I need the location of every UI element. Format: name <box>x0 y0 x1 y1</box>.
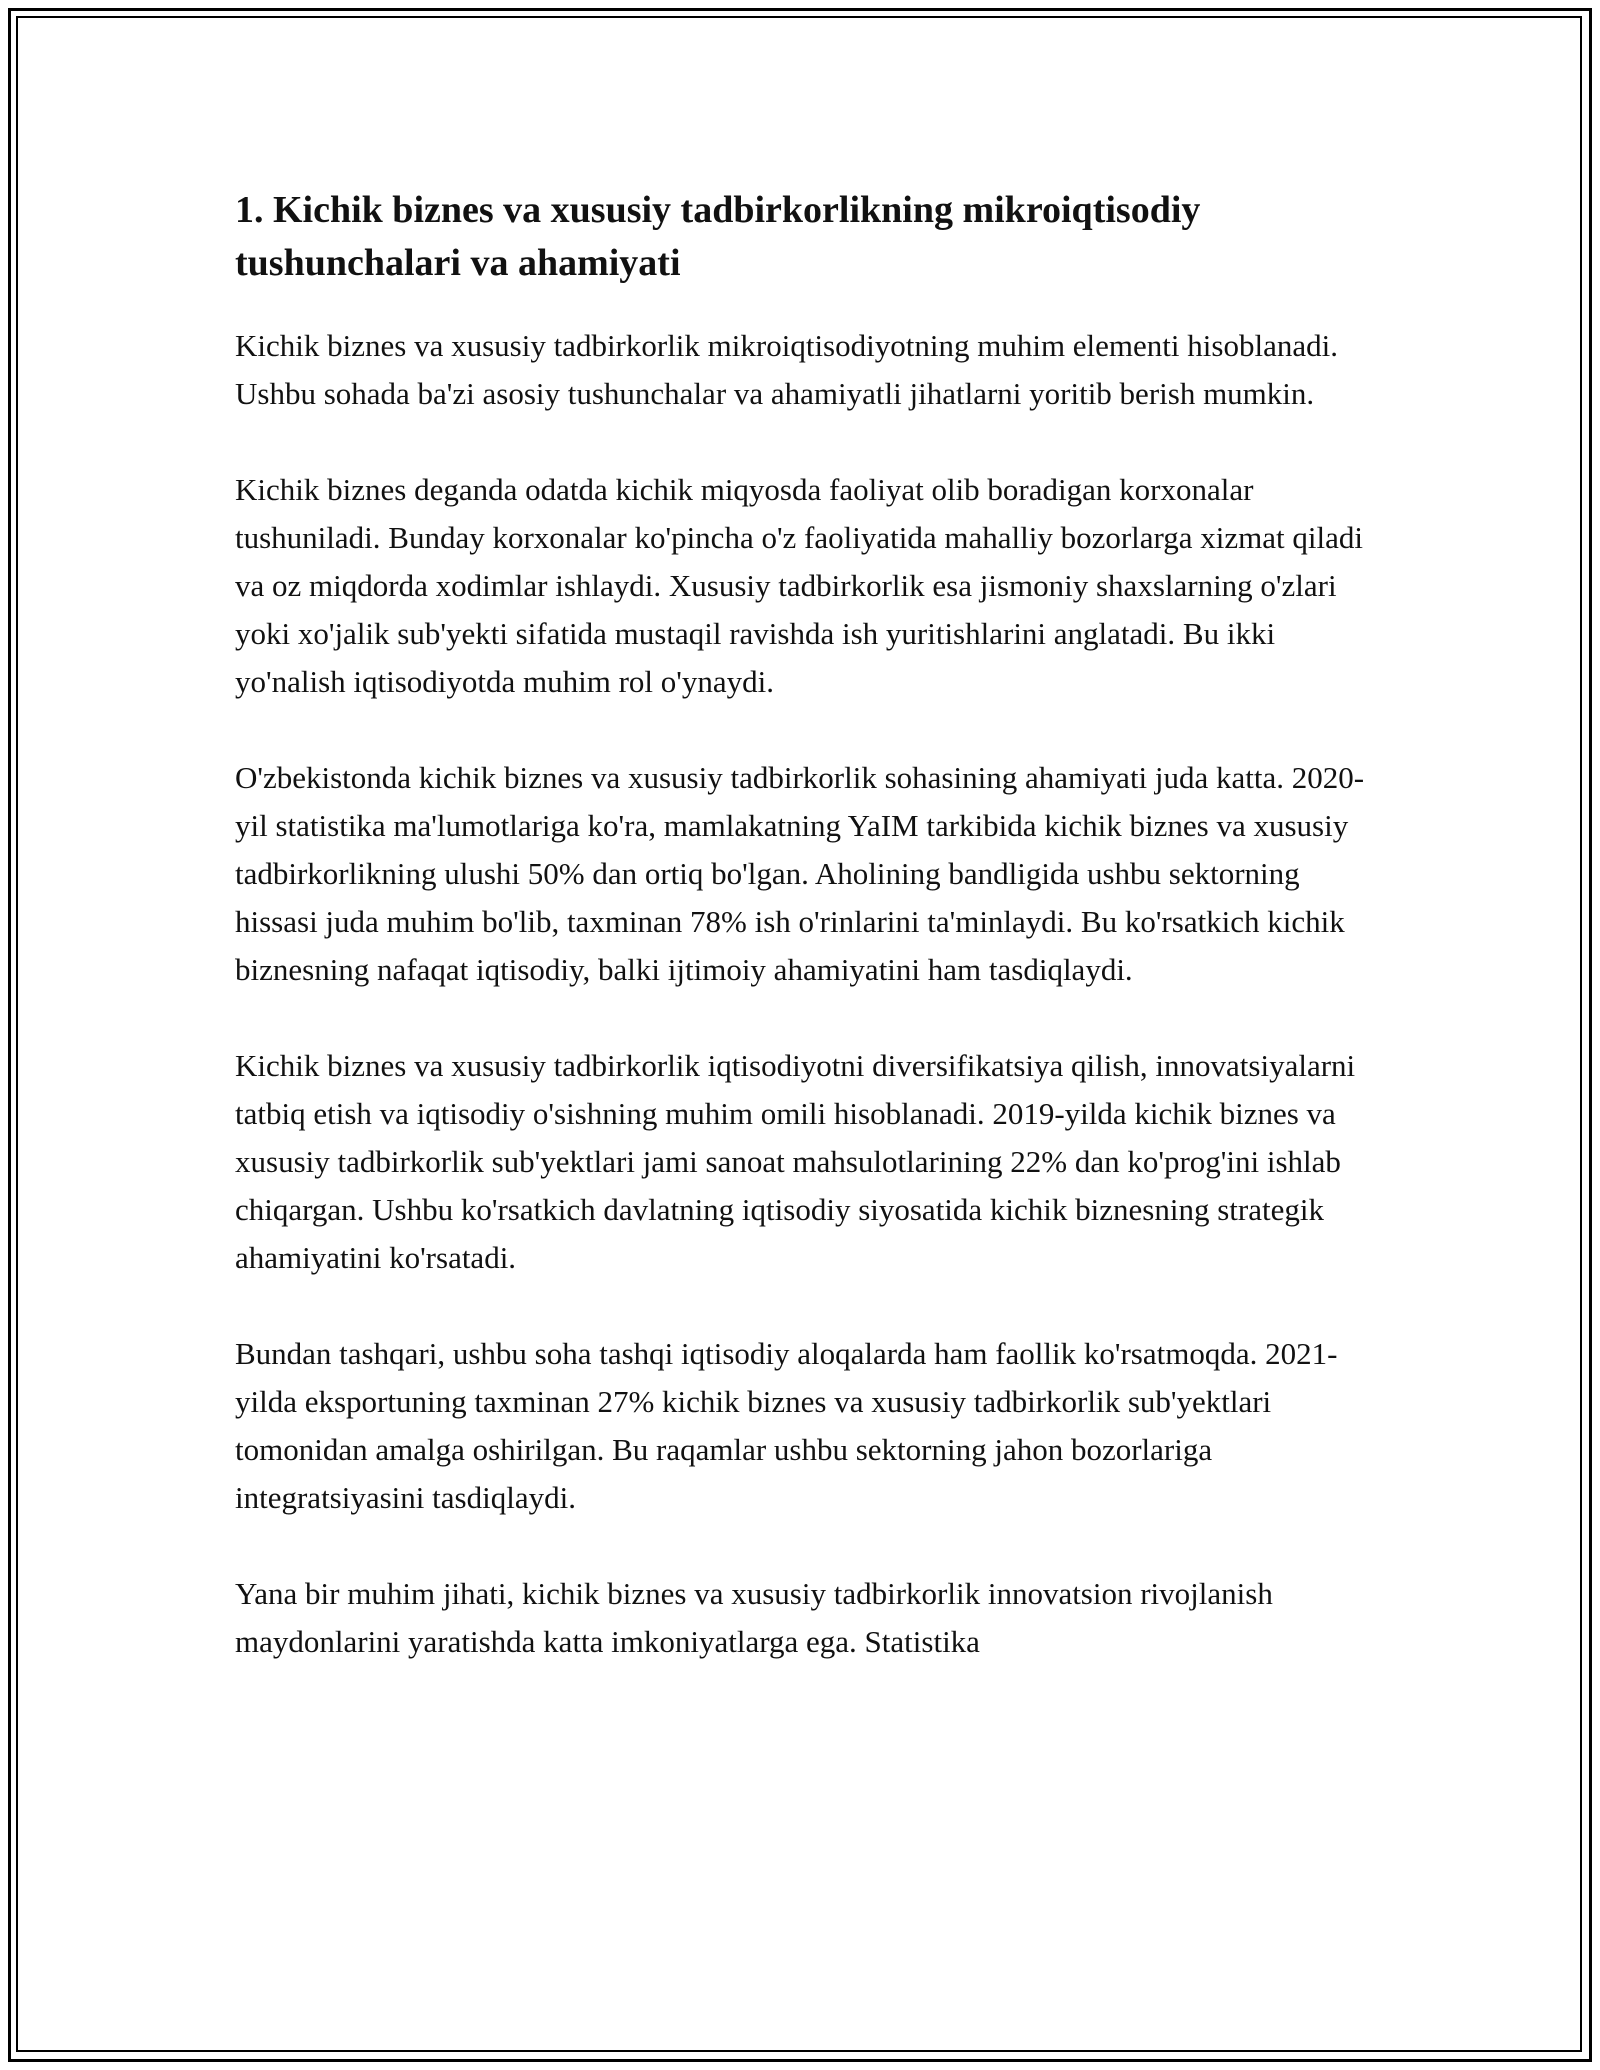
document-body <box>235 184 1370 1714</box>
paragraph-export: Bundan tashqari, ushbu soha tashqi iqtisodiy aloqalarda ham faollik ko'rsatmoqda. 2021-yilda eksportuning taxminan 27% kichik biznes va xususiy tadbirkorlik sub'yektlari tomonidan amalga oshirilgan. Bu raqamlar ushbu sektorning jahon bozorlariga integratsiyasini tasdiqlaydi. <box>235 1336 1338 1515</box>
paragraph-innovation: Yana bir muhim jihati, kichik biznes va xususiy tadbirkorlik innovatsion rivojlanish maydonlarini yaratishda katta imkoniyatlarga ega. Statistika <box>235 1576 1273 1659</box>
paragraph-definitions: Kichik biznes deganda odatda kichik miqyosda faoliyat olib boradigan korxonalar tushuniladi. Bunday korxonalar ko'pincha o'z faoliyatida mahalliy bozorlarga xizmat qiladi va oz miqdorda xodimlar ishlaydi. Xususiy tadbirkorlik esa jismoniy shaxslarning o'zlari yoki xo'jalik sub'yekti sifatida mustaqil ravishda ish yuritishlarini anglatadi. Bu ikki yo'nalish iqtisodiyotda muhim rol o'ynaydi. <box>235 472 1364 699</box>
paragraph-diversification: Kichik biznes va xususiy tadbirkorlik iqtisodiyotni diversifikatsiya qilish, innovatsiyalarni tatbiq etish va iqtisodiy o'sishning muhim omili hisoblanadi. 2019-yilda kichik biznes va xususiy tadbirkorlik sub'yektlari jami sanoat mahsulotlarining 22% dan ko'prog'ini ishlab chiqargan. Ushbu ko'rsatkich davlatning iqtisodiy siyosatida kichik biznesning strategik ahamiyatini ko'rsatadi. <box>235 1048 1356 1275</box>
section-heading: 1. Kichik biznes va xususiy tadbirkorlikning mikroiqtisodiy tushunchalari va ahamiyati <box>235 189 1201 284</box>
paragraph-uzbekistan-importance: O'zbekistonda kichik biznes va xususiy tadbirkorlik sohasining ahamiyati juda katta. 2020-yil statistika ma'lumotlariga ko'ra, mamlakatning YaIM tarkibida kichik biznes va xususiy tadbirkorlikning ulushi 50% dan ortiq bo'lgan. Aholining bandligida ushbu sektorning hissasi juda muhim bo'lib, taxminan 78% ish o'rinlarini ta'minlaydi. Bu ko'rsatkich kichik biznesning nafaqat iqtisodiy, balki ijtimoiy ahamiyatini ham tasdiqlaydi. <box>235 760 1365 987</box>
paragraph-intro: Kichik biznes va xususiy tadbirkorlik mikroiqtisodiyotning muhim elementi hisoblanadi. Ushbu sohada ba'zi asosiy tushunchalar va ahamiyatli jihatlarni yoritib berish mumkin. <box>235 328 1338 411</box>
